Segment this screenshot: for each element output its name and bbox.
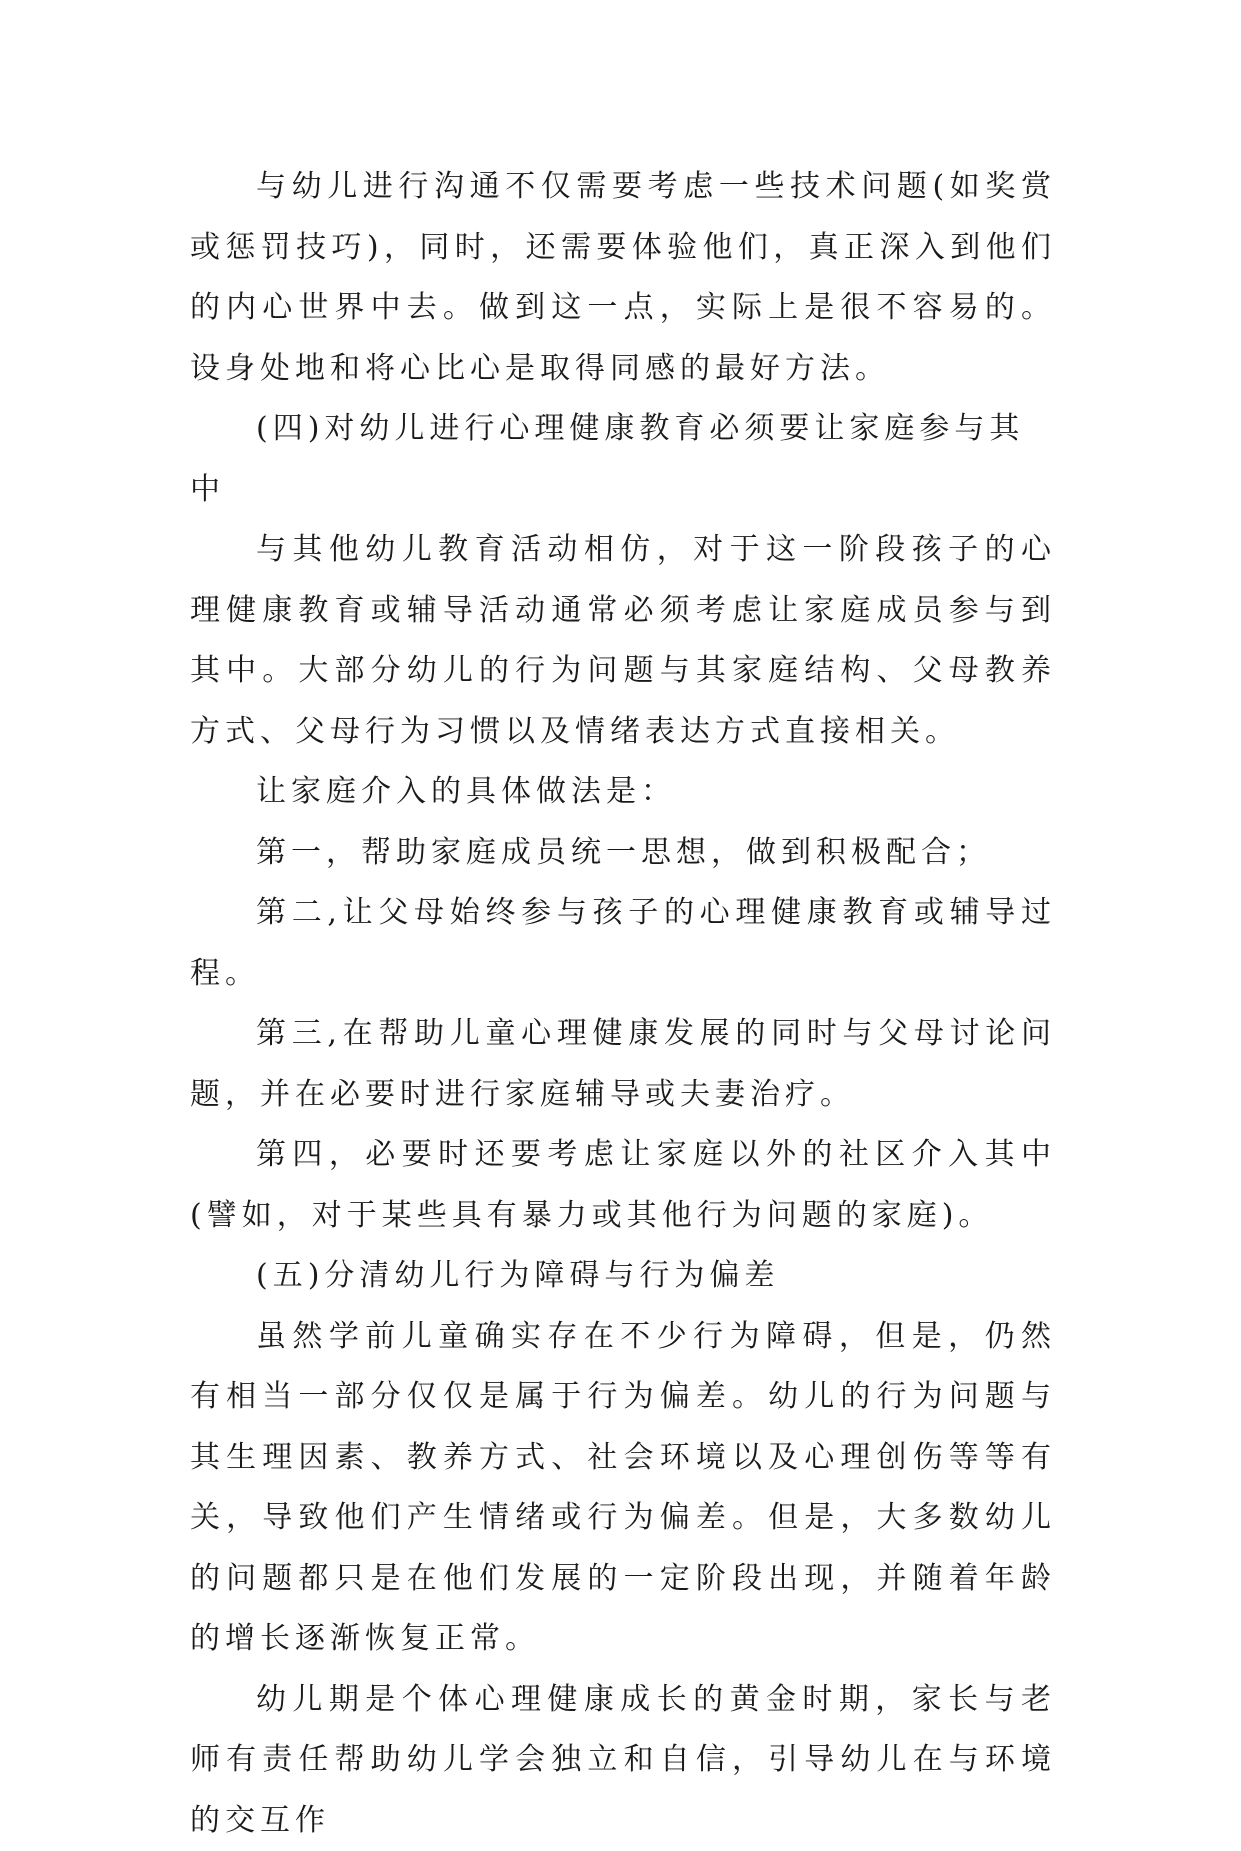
paragraph-step-three: 第三,在帮助儿童心理健康发展的同时与父母讨论问题，并在必要时进行家庭辅导或夫妻治疗。 xyxy=(190,1004,1056,1125)
paragraph-step-one: 第一，帮助家庭成员统一思想，做到积极配合； xyxy=(190,823,1056,884)
paragraph-behavior-deviation: 虽然学前儿童确实存在不少行为障碍，但是，仍然有相当一部分仅仅是属于行为偏差。幼儿的行为问题与其生理因素、教养方式、社会环境以及心理创伤等等有关，导致他们产生情绪或行为偏差。但是，大多数幼儿的问题都只是在他们发展的一定阶段出现，并随着年龄的增长逐渐恢复正常。 xyxy=(190,1307,1056,1670)
paragraph-step-four: 第四，必要时还要考虑让家庭以外的社区介入其中(譬如，对于某些具有暴力或其他行为问题的家庭)。 xyxy=(190,1125,1056,1246)
section-heading-four: (四)对幼儿进行心理健康教育必须要让家庭参与其中 xyxy=(190,399,1056,520)
section-heading-five: (五)分清幼儿行为障碍与行为偏差 xyxy=(190,1246,1056,1307)
paragraph-step-two: 第二,让父母始终参与孩子的心理健康教育或辅导过程。 xyxy=(190,883,1056,1004)
paragraph-communication: 与幼儿进行沟通不仅需要考虑一些技术问题(如奖赏或惩罚技巧)，同时，还需要体验他们，真正深入到他们的内心世界中去。做到这一点，实际上是很不容易的。设身处地和将心比心是取得同感的最好方法。 xyxy=(190,157,1056,399)
paragraph-golden-period: 幼儿期是个体心理健康成长的黄金时期，家长与老师有责任帮助幼儿学会独立和自信，引导幼儿在与环境的交互作 xyxy=(190,1670,1056,1851)
paragraph-methods-intro: 让家庭介入的具体做法是： xyxy=(190,762,1056,823)
document-body xyxy=(190,157,1056,1851)
paragraph-family-involvement: 与其他幼儿教育活动相仿，对于这一阶段孩子的心理健康教育或辅导活动通常必须考虑让家庭成员参与到其中。大部分幼儿的行为问题与其家庭结构、父母教养方式、父母行为习惯以及情绪表达方式直接相关。 xyxy=(190,520,1056,762)
